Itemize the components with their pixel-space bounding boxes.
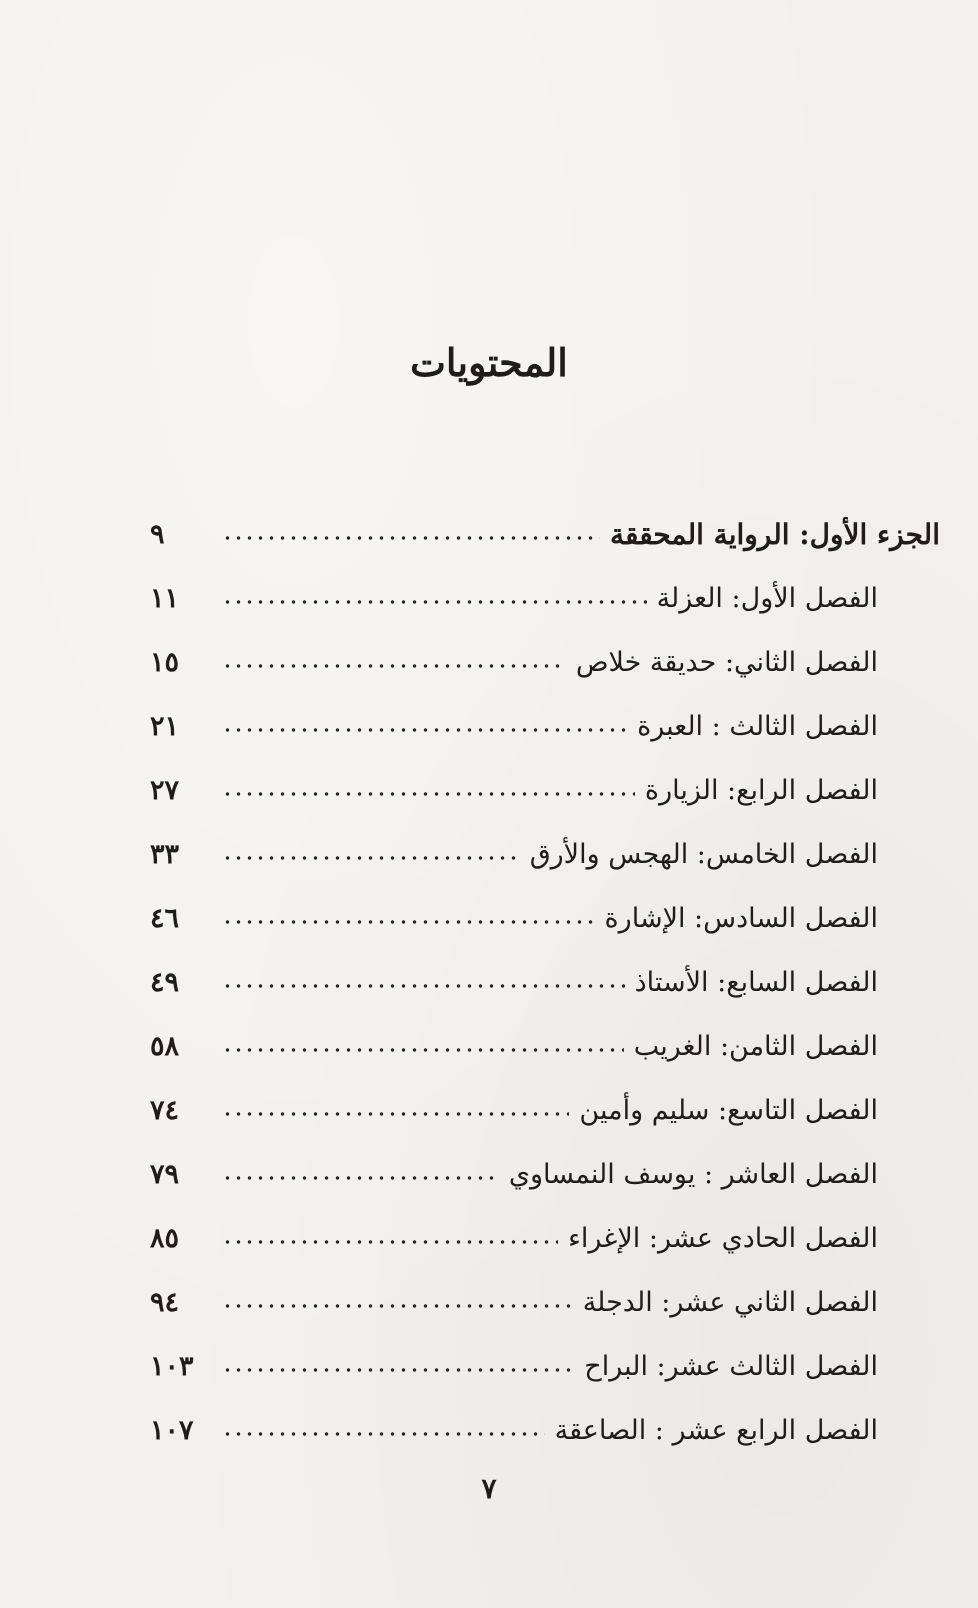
dot-leader bbox=[222, 656, 566, 676]
dot-leader bbox=[222, 1296, 573, 1316]
toc-entry-chapter-13 bbox=[150, 1334, 940, 1398]
toc-entry-title: الفصل التاسع: سليم وأمين bbox=[579, 1094, 878, 1126]
dot-leader bbox=[222, 528, 600, 548]
toc-entry-page: ٧٤ bbox=[150, 1094, 180, 1126]
dot-leader bbox=[222, 1168, 499, 1188]
dot-leader bbox=[222, 1040, 624, 1060]
toc-entry-title: الفصل العاشر : يوسف النمساوي bbox=[508, 1158, 878, 1190]
dot-leader bbox=[222, 976, 625, 996]
dot-leader bbox=[222, 720, 627, 740]
toc-entry-title: الفصل السادس: الإشارة bbox=[604, 902, 878, 934]
dot-leader bbox=[222, 1424, 545, 1444]
toc-entry-title: الفصل السابع: الأستاذ bbox=[634, 966, 878, 998]
toc-entry-title: الفصل الثالث : العبرة bbox=[637, 710, 878, 742]
toc-entry-page: ٢١ bbox=[150, 710, 180, 742]
toc-entry-chapter-6 bbox=[150, 886, 940, 950]
toc-entry-chapter-3 bbox=[150, 694, 940, 758]
dot-leader bbox=[222, 1232, 558, 1252]
page-number: ٧ bbox=[481, 1472, 497, 1505]
dot-leader bbox=[222, 848, 520, 868]
toc-entry-chapter-9 bbox=[150, 1078, 940, 1142]
toc-entry-chapter-1 bbox=[150, 566, 940, 630]
page-title: المحتويات bbox=[410, 340, 568, 385]
toc-entry-title: الفصل الثالث عشر: البراح bbox=[584, 1350, 878, 1382]
dot-leader bbox=[222, 1104, 569, 1124]
toc-entry-title: الفصل الثاني: حديقة خلاص bbox=[575, 646, 878, 678]
toc-entry-page: ٢٧ bbox=[150, 774, 180, 806]
toc-entry-chapter-2 bbox=[150, 630, 940, 694]
toc-entry-title: الفصل الحادي عشر: الإغراء bbox=[568, 1222, 878, 1254]
toc-entry-chapter-12 bbox=[150, 1270, 940, 1334]
toc-entry-chapter-7 bbox=[150, 950, 940, 1014]
dot-leader bbox=[222, 912, 595, 932]
toc-entry-chapter-8 bbox=[150, 1014, 940, 1078]
dot-leader bbox=[222, 1360, 574, 1380]
toc-entry-page: ١٥ bbox=[150, 646, 180, 678]
toc-entry-chapter-14 bbox=[150, 1398, 940, 1462]
toc-entry-chapter-5 bbox=[150, 822, 940, 886]
toc-entry-title: الفصل الرابع عشر : الصاعقة bbox=[554, 1414, 878, 1446]
toc-entry-title: الفصل الأول: العزلة bbox=[656, 582, 878, 614]
toc-entry-chapter-11 bbox=[150, 1206, 940, 1270]
toc-entry-title: الفصل الخامس: الهجس والأرق bbox=[529, 838, 878, 870]
toc-entry-page: ١٠٣ bbox=[150, 1350, 194, 1382]
toc-entry-page: ٩٤ bbox=[150, 1286, 180, 1318]
toc-entry-chapter-4 bbox=[150, 758, 940, 822]
toc-entry-page: ٧٩ bbox=[150, 1158, 180, 1190]
toc-entry-page: ٣٣ bbox=[150, 838, 180, 870]
toc-entry-chapter-10 bbox=[150, 1142, 940, 1206]
toc-entry-page: ١١ bbox=[150, 582, 180, 614]
toc-entry-title: الفصل الثامن: الغريب bbox=[633, 1030, 878, 1062]
toc-entry-page: ٨٥ bbox=[150, 1222, 180, 1254]
toc-entry-title: الفصل الثاني عشر: الدجلة bbox=[582, 1286, 878, 1318]
toc-entry-part-1 bbox=[150, 502, 940, 566]
toc-entry-page: ٥٨ bbox=[150, 1030, 180, 1062]
toc-entry-page: ١٠٧ bbox=[150, 1414, 194, 1446]
dot-leader bbox=[222, 592, 647, 612]
toc-entry-page: ٤٦ bbox=[150, 902, 180, 934]
toc-entry-title: الفصل الرابع: الزيارة bbox=[644, 774, 878, 806]
toc-entry-page: ٤٩ bbox=[150, 966, 180, 998]
toc-entry-page: ٩ bbox=[150, 518, 165, 550]
toc-entry-title: الجزء الأول: الرواية المحققة bbox=[610, 517, 940, 551]
dot-leader bbox=[222, 784, 635, 804]
table-of-contents bbox=[150, 502, 940, 1462]
